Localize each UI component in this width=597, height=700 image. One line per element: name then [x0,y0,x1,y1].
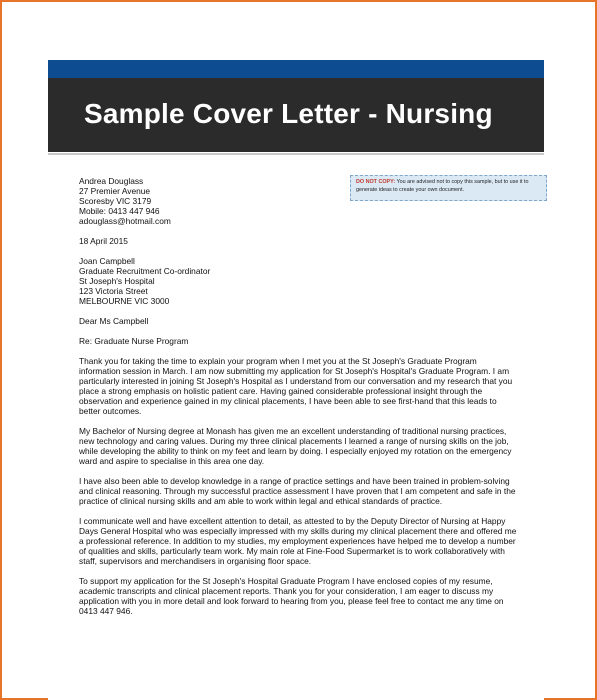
sender-mobile: Mobile: 0413 447 946 [79,206,160,216]
subject-line: Re: Graduate Nurse Program [79,336,189,346]
salutation: Dear Ms Campbell [79,316,149,326]
recipient-name: Joan Campbell [79,256,135,266]
header-accent-bar [48,60,544,78]
paragraph-closing: To support my application for the St Joseph's Hospital Graduate Program I have enclosed copies of my resume, academic transcripts and clinical placement reports. Thank you for your consideration, I am eager to discuss my application with you in more detail and look forward to hearing from you, please feel free to contact me any time on 0413 447 946. [79,576,504,616]
header-divider [48,153,544,155]
recipient-city: MELBOURNE VIC 3000 [79,296,170,306]
recipient-street: 123 Victoria Street [79,286,148,296]
sender-email: adouglass@hotmail.com [79,216,171,226]
letter-body [79,176,519,626]
sender-suburb: Scoresby VIC 3179 [79,196,152,206]
document-title: Sample Cover Letter - Nursing [84,98,493,129]
letter-date: 18 April 2015 [79,236,128,246]
sender-name: Andrea Douglass [79,176,144,186]
recipient-org: St Joseph's Hospital [79,276,155,286]
recipient-address [79,256,519,306]
paragraph-education: My Bachelor of Nursing degree at Monash has given me an excellent understanding of traditional nursing practices, new technology and caring values. During my three clinical placements I learned a range of nursing skills on the job, while developing the ability to think on my feet and learn by doing. I especially enjoyed my rotation on the emergency ward and aspire to specialise in this area one day. [79,426,512,466]
sender-address [79,176,519,226]
paragraph-experience: I communicate well and have excellent attention to detail, as attested to by the Deputy Director of Nursing at Happy Days General Hospital who was especially impressed with my skills during my clinical placement there and offered me a professional reference. In addition to my studies, my employment experiences have helped me to develop a number of qualities and skills, particularly team work. My main role at Fine-Food Supermarket is to work collaboratively with staff, supervisors and merchandisers in organising floor space. [79,516,517,566]
note-label: DO NOT COPY: [356,179,396,185]
paragraph-skills: I have also been able to develop knowledge in a range of practice settings and have been trained in problem-solving and clinical reasoning. Through my successful practice assessment I have proven that I am competent and safe in the practice of clinical nursing skills and am able to work within legal and ethical standards of practice. [79,476,516,506]
paragraph-intro: Thank you for taking the time to explain your program when I met you at the St Joseph's Graduate Program information session in March. I am now submitting my application for St Joseph's Hospital's Graduate Program. I am particularly interested in joining St Joseph's Hospital as I understand from our conversation and my research that you place a strong emphasis on holistic patient care. Having gained considerable professional insight through the observation and experience gained in my clinical placements, I have been able to see first-hand that this leads to better outcomes. [79,356,513,416]
recipient-title: Graduate Recruitment Co-ordinator [79,266,211,276]
note-text: You are advised not to copy this sample, but to use it to generate ideas to create your own document. [356,179,529,193]
sender-street: 27 Premier Avenue [79,186,151,196]
